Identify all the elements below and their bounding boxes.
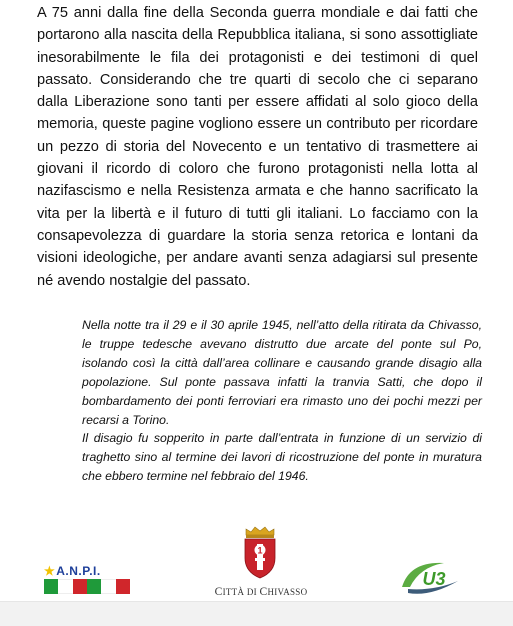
chivasso-crest-icon [240, 525, 280, 580]
flag-red-stripe [116, 579, 130, 594]
quote-paragraph-2: Il disagio fu sopperito in parte dall’entrata in funzione di un servizio di traghetto sino al termine dei lavori di ricostruzione del ponte in muratura che ebbero termine nel febbraio del 1946. [82, 431, 482, 484]
intro-paragraph: A 75 anni dalla fine della Seconda guerra mondiale e dai fatti che portarono alla nascita della Repubblica italiana, si sono assottigliate inesorabilmente le fila dei protagonisti e dei testimoni di quel passato. Considerando che tre quarti di secolo che ci separano dalla Liberazione sono tanti per essere affidati al solo gioco della memoria, queste pagine vogliono essere un contributo per ricordare un pezzo di storia del Novecento e un tentativo di trasmettere ai giovani il ricordo di coloro che furono protagonisti nella lotta al nazifascismo e nella Resistenza armata e che hanno sacrificato la vita per la libertà e il futuro di tutti gli italiani. Lo facciamo con la consapevolezza di guardare la storia senza retorica e lontani da visioni ideologiche, per andare avanti senza adagiarsi sul presente né avendo nostalgie del passato. [37, 5, 478, 289]
chivasso-rest: HIVASSO [267, 587, 308, 597]
citta-name [196, 586, 326, 598]
u3-logo [400, 557, 462, 597]
crest-number: 1 [257, 545, 263, 556]
flag-red-stripe [73, 579, 87, 594]
citta-di-chivasso-logo [196, 525, 326, 601]
citta-initial: C [214, 586, 223, 598]
anpi-label-text: A.N.P.I. [56, 564, 101, 578]
flag-green-stripe [44, 579, 58, 594]
star-icon: ★ [44, 564, 56, 578]
anpi-logo [44, 565, 130, 595]
chivasso-initial: C [259, 586, 268, 598]
citta-rest: ITTÀ DI [222, 587, 260, 597]
flag-green-stripe [87, 579, 101, 594]
viewer-bottom-strip [0, 601, 513, 626]
flag-white-stripe [58, 579, 72, 594]
u3-label: U3 [422, 569, 446, 589]
anpi-label [44, 565, 130, 577]
italian-flag-stripes [44, 579, 130, 594]
quote-block [82, 316, 482, 486]
flag-white-stripe [101, 579, 115, 594]
quote-paragraph-1: Nella notte tra il 29 e il 30 aprile 1945, nell’atto della ritirata da Chivasso, le truppe tedesche avevano distrutto due arcate del ponte sul Po, isolando così la città dall’area collinare e causando grande disagio alla popolazione. Sul ponte passava infatti la tranvia Satti, che dopo il bombardamento dei ponti ferroviari era rimasto uno dei pochi mezzi per recarsi a Torino. [82, 318, 482, 427]
